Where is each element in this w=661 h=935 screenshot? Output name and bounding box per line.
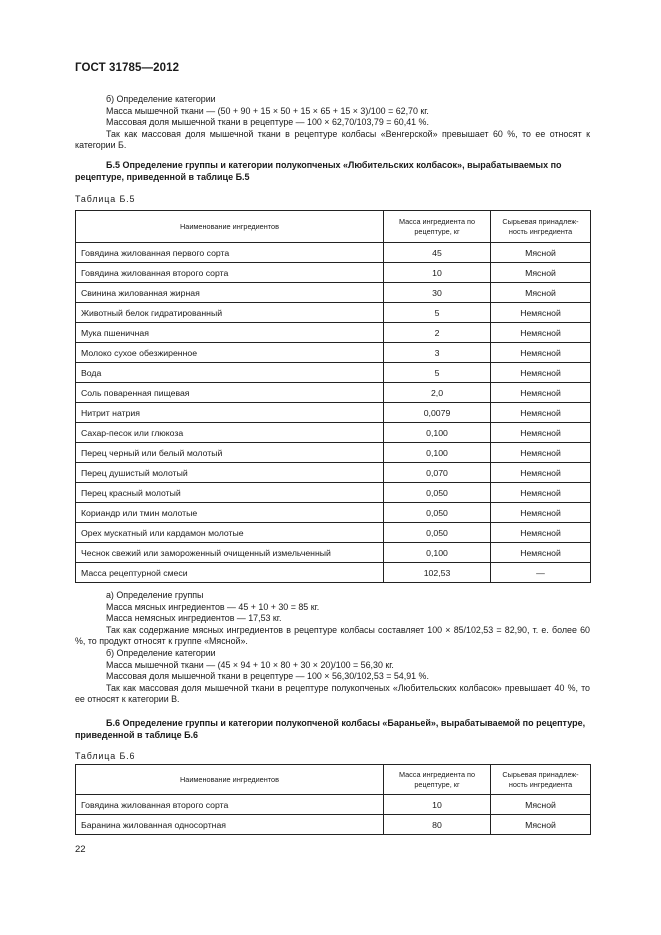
ingredient-name-cell: Соль поваренная пищевая: [76, 383, 384, 403]
ingredient-mass-cell: 10: [384, 795, 491, 815]
ingredient-mass-cell: 10: [384, 263, 491, 283]
ingredient-type-cell: Мясной: [491, 243, 591, 263]
document-header: ГОСТ 31785—2012: [75, 62, 180, 74]
paragraph: Массовая доля мышечной ткани в рецептуре — 100 × 56,30/102,53 = 54,91 %.: [106, 671, 429, 682]
paragraph: Масса немясных ингредиентов — 17,53 кг.: [106, 613, 282, 624]
ingredient-mass-cell: 0,050: [384, 483, 491, 503]
ingredient-mass-cell: 102,53: [384, 563, 491, 583]
ingredient-type-cell: Немясной: [491, 343, 591, 363]
table-row: [76, 263, 591, 283]
table-row: [76, 483, 591, 503]
table-header-row: [76, 211, 591, 243]
ingredients-table-b5: [75, 210, 591, 583]
ingredient-name-cell: Вода: [76, 363, 384, 383]
page-number: 22: [75, 844, 86, 855]
ingredient-name-cell: Масса рецептурной смеси: [76, 563, 384, 583]
ingredient-name-cell: Мука пшеничная: [76, 323, 384, 343]
column-header-name: Наименование ингредиентов: [76, 765, 384, 795]
ingredient-mass-cell: 5: [384, 363, 491, 383]
table-row: [76, 503, 591, 523]
table-title-b6: Таблица Б.6: [75, 751, 136, 761]
ingredient-name-cell: Говядина жилованная второго сорта: [76, 263, 384, 283]
ingredient-mass-cell: 0,0079: [384, 403, 491, 423]
paragraph: Масса мышечной ткани — (45 × 94 + 10 × 80 + 30 × 20)/100 = 56,30 кг.: [106, 659, 394, 670]
category-calculation-block: [75, 94, 590, 152]
ingredient-name-cell: Перец душистый молотый: [76, 463, 384, 483]
paragraph: Так как содержание мясных ингредиентов в рецептуре колбасы составляет 100 × 85/102,53 = 82,90, т. е. более 60 %, то продукт относят к группе «Мясной».: [75, 624, 590, 647]
ingredient-mass-cell: 3: [384, 343, 491, 363]
table-row: [76, 383, 591, 403]
table-row: [76, 795, 591, 815]
ingredient-name-cell: Говядина жилованная второго сорта: [76, 795, 384, 815]
table-row: [76, 463, 591, 483]
ingredient-mass-cell: 0,070: [384, 463, 491, 483]
table-row: [76, 523, 591, 543]
ingredient-name-cell: Сахар-песок или глюкоза: [76, 423, 384, 443]
column-header-mass: Масса ингредиента по рецептуре, кг: [384, 211, 491, 243]
ingredient-type-cell: Немясной: [491, 403, 591, 423]
ingredient-name-cell: Молоко сухое обезжиренное: [76, 343, 384, 363]
table-row: [76, 403, 591, 423]
table-header-row: [76, 765, 591, 795]
table-row: [76, 243, 591, 263]
table-row: [76, 323, 591, 343]
ingredient-type-cell: Немясной: [491, 463, 591, 483]
column-header-name: Наименование ингредиентов: [76, 211, 384, 243]
ingredient-name-cell: Орех мускатный или кардамон молотые: [76, 523, 384, 543]
paragraph: а) Определение группы: [106, 590, 204, 600]
table-row: [76, 815, 591, 835]
table-row: [76, 303, 591, 323]
ingredient-name-cell: Свинина жилованная жирная: [76, 283, 384, 303]
column-header-type: Сырьевая принадлеж-ность ингредиента: [491, 211, 591, 243]
ingredient-mass-cell: 2: [384, 323, 491, 343]
ingredient-type-cell: Мясной: [491, 795, 591, 815]
ingredient-type-cell: Немясной: [491, 523, 591, 543]
ingredient-type-cell: Мясной: [491, 263, 591, 283]
table-row: [76, 343, 591, 363]
column-header-type: Сырьевая принадлеж-ность ингредиента: [491, 765, 591, 795]
ingredient-mass-cell: 5: [384, 303, 491, 323]
section-heading-b5: [75, 159, 590, 183]
table-row: [76, 443, 591, 463]
table-title-b5: Таблица Б.5: [75, 194, 136, 204]
ingredient-mass-cell: 0,100: [384, 543, 491, 563]
ingredient-type-cell: Немясной: [491, 443, 591, 463]
table-row: [76, 283, 591, 303]
ingredient-type-cell: Мясной: [491, 283, 591, 303]
ingredient-mass-cell: 0,100: [384, 443, 491, 463]
ingredient-name-cell: Животный белок гидратированный: [76, 303, 384, 323]
table-row: [76, 363, 591, 383]
table-row: [76, 423, 591, 443]
section-heading-b6: [75, 717, 590, 741]
ingredient-type-cell: Немясной: [491, 323, 591, 343]
ingredient-type-cell: Немясной: [491, 543, 591, 563]
heading-text: Б.5 Определение группы и категории полукопченых «Любительских колбасок», вырабатываемых по рецептуре, приведенной в таблице Б.5: [75, 160, 562, 182]
ingredient-name-cell: Баранина жилованная односортная: [76, 815, 384, 835]
ingredient-name-cell: Кориандр или тмин молотые: [76, 503, 384, 523]
ingredient-type-cell: Немясной: [491, 503, 591, 523]
table-row: [76, 543, 591, 563]
paragraph: Массовая доля мышечной ткани в рецептуре — 100 × 62,70/103,79 = 60,41 %.: [106, 117, 429, 128]
paragraph: Так как массовая доля мышечной ткани в рецептуре полукопченых «Любительских колбасок» превышает 40 %, то ее относят к категории В.: [75, 682, 590, 705]
paragraph: б) Определение категории: [106, 647, 216, 658]
ingredient-mass-cell: 0,100: [384, 423, 491, 443]
ingredient-name-cell: Нитрит натрия: [76, 403, 384, 423]
ingredient-type-cell: Немясной: [491, 383, 591, 403]
paragraph: Масса мышечной ткани — (50 + 90 + 15 × 50 + 15 × 65 + 15 × 3)/100 = 62,70 кг.: [106, 105, 429, 116]
ingredient-name-cell: Говядина жилованная первого сорта: [76, 243, 384, 263]
ingredient-type-cell: Мясной: [491, 815, 591, 835]
ingredient-name-cell: Перец красный молотый: [76, 483, 384, 503]
group-category-calculation-block: [75, 590, 590, 706]
ingredient-type-cell: Немясной: [491, 303, 591, 323]
ingredient-mass-cell: 45: [384, 243, 491, 263]
ingredient-type-cell: —: [491, 563, 591, 583]
ingredient-type-cell: Немясной: [491, 423, 591, 443]
paragraph: б) Определение категории: [106, 94, 216, 104]
ingredient-mass-cell: 80: [384, 815, 491, 835]
ingredient-name-cell: Чеснок свежий или замороженный очищенный измельченный: [76, 543, 384, 563]
ingredient-mass-cell: 2,0: [384, 383, 491, 403]
paragraph: Так как массовая доля мышечной ткани в рецептуре колбасы «Венгерской» превышает 60 %, то ее относят к категории Б.: [75, 128, 590, 151]
ingredient-type-cell: Немясной: [491, 363, 591, 383]
heading-text: Б.6 Определение группы и категории полукопченой колбасы «Бараньей», вырабатываемой по рецептуре, приведенной в таблице Б.6: [75, 718, 586, 740]
paragraph: Масса мясных ингредиентов — 45 + 10 + 30 = 85 кг.: [106, 601, 320, 612]
ingredient-mass-cell: 30: [384, 283, 491, 303]
ingredient-type-cell: Немясной: [491, 483, 591, 503]
ingredient-mass-cell: 0,050: [384, 503, 491, 523]
ingredients-table-b6: [75, 764, 591, 835]
table-row: [76, 563, 591, 583]
column-header-mass: Масса ингредиента по рецептуре, кг: [384, 765, 491, 795]
ingredient-mass-cell: 0,050: [384, 523, 491, 543]
ingredient-name-cell: Перец черный или белый молотый: [76, 443, 384, 463]
